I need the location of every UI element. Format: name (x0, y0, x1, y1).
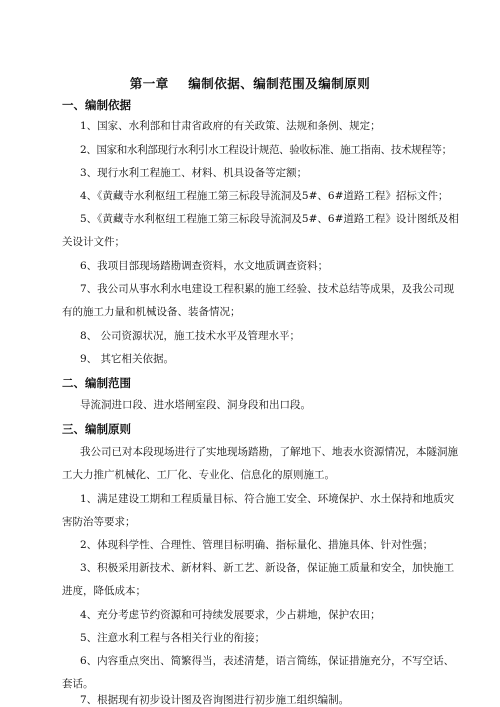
paragraph-line: 7、我公司从事水利水电建设工程积累的施工经验、技术总结等成果，及我公司现 (80, 283, 455, 295)
paragraph-line: 2、体现科学性、合理性、管理目标明确、指标量化、措施具体、针对性强； (80, 539, 434, 551)
paragraph-line: 导流洞进口段、进水塔闸室段、洞身段和出口段。 (80, 399, 311, 411)
section-heading-basis: 一、编制依据 (62, 98, 131, 112)
paragraph-line: 8、 公司资源状况，施工技术水平及管理水平； (80, 330, 301, 342)
paragraph-line: 4、《黄藏寺水利枢纽工程施工第三标段导流洞及5#、6#道路工程》招标文件； (80, 190, 449, 202)
paragraph-line: 2、国家和水利部现行水利引水工程设计规范、验收标准、施工指南、技术规程等； (80, 144, 452, 156)
paragraph-line: 6、我项目部现场踏勘调查资料，水文地质调查资料； (80, 260, 329, 272)
paragraph-line: 套话。 (62, 678, 94, 690)
paragraph-line: 3、现行水利工程施工、材料、机具设备等定额； (80, 167, 308, 179)
paragraph-line: 7、根据现有初步设计图及咨询图进行初步施工组织编制。 (80, 694, 350, 706)
paragraph-line: 工大力推广机械化、工厂化、专业化、信息化的原则施工。 (62, 469, 335, 481)
paragraph-line: 5、注意水利工程与各相关行业的衔接； (80, 632, 266, 644)
paragraph-line: 9、 其它相关依据。 (80, 353, 175, 365)
paragraph-line: 我公司已对本段现场进行了实地现场踏勘，了解地下、地表水资源情况，本隧洞施 (80, 446, 458, 458)
paragraph-line: 5、《黄藏寺水利枢纽工程施工第三标段导流洞及5#、6#道路工程》设计图纸及相 (80, 213, 459, 225)
paragraph-line: 1、满足建设工期和工程质量目标、符合施工安全、环境保护、水土保持和地质灾 (80, 493, 455, 505)
paragraph-line: 1、国家、水利部和甘肃省政府的有关政策、法规和条例、规定； (80, 120, 381, 132)
paragraph-line: 进度，降低成本； (62, 585, 146, 597)
section-heading-principles: 三、编制原则 (62, 422, 131, 436)
section-heading-scope: 二、编制范围 (62, 376, 131, 390)
paragraph-line: 有的施工力量和机械设备、装备情况； (62, 306, 241, 318)
chapter-title: 第一章 编制依据、编制范围及编制原则 (129, 76, 371, 91)
paragraph-line: 关设计文件； (62, 236, 125, 248)
paragraph-line: 害防治等要求； (62, 516, 136, 528)
paragraph-line: 3、积极采用新技术、新材料、新工艺、新设备，保证施工质量和安全，加快施工 (80, 562, 455, 574)
paragraph-line: 4、充分考虑节约资源和可持续发展要求，少占耕地，保护农田； (80, 609, 381, 621)
paragraph-line: 6、内容重点突出、简繁得当，表述清楚，语言简练，保证措施充分，不写空话、 (80, 655, 455, 667)
